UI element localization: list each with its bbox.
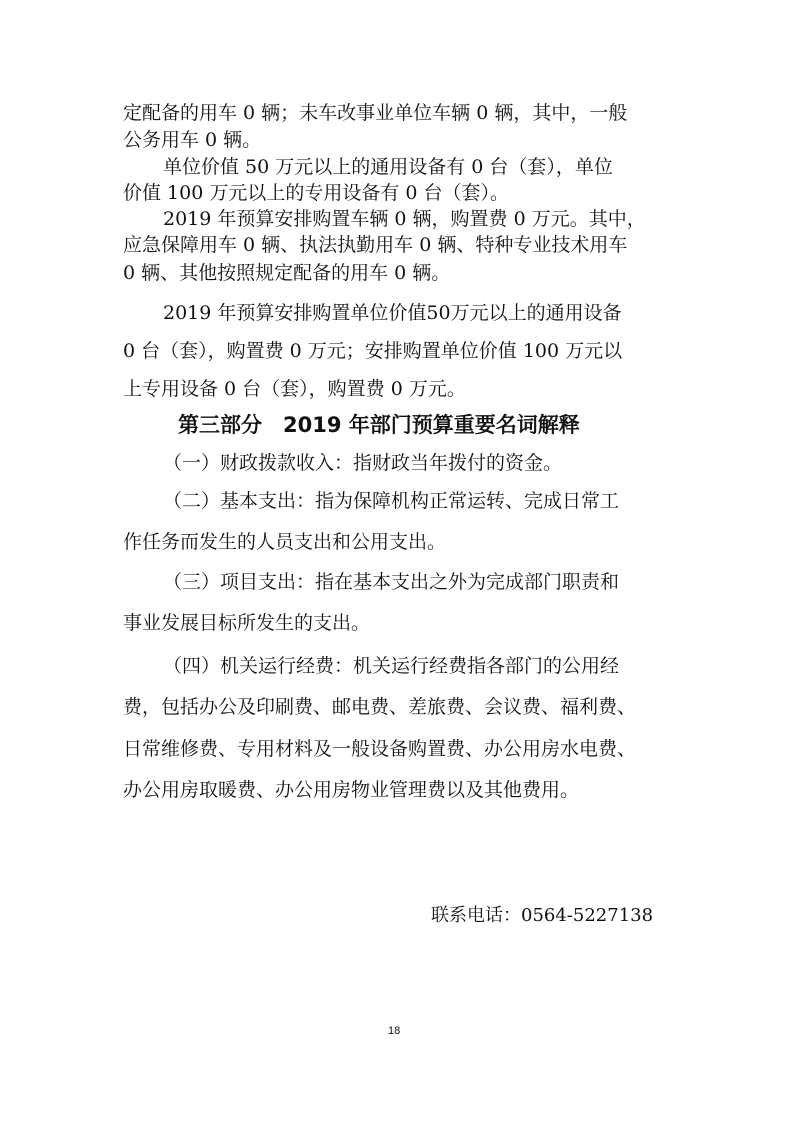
term-line: （一）财政拨款收入：指财政当年拨付的资金。: [163, 452, 563, 474]
body-line: 应急保障用车 0 辆、执法执勤用车 0 辆、特种专业技术用车: [123, 234, 628, 256]
term-line: 事业发展目标所发生的支出。: [123, 612, 371, 634]
body-line: 上专用设备 0 台（套），购置费 0 万元。: [123, 378, 466, 400]
body-line: 价值 100 万元以上的专用设备有 0 台（套）。: [123, 182, 510, 204]
body-line: 0 台（套），购置费 0 万元；安排购置单位价值 100 万元以: [123, 340, 623, 362]
term-line: 作任务而发生的人员支出和公用支出。: [123, 531, 447, 553]
term-line: 办公用房取暖费、办公用房物业管理费以及其他费用。: [123, 779, 580, 801]
page-number: 18: [388, 1025, 401, 1037]
term-line: （二）基本支出：指为保障机构正常运转、完成日常工: [163, 490, 620, 512]
body-line: 单位价值 50 万元以上的通用设备有 0 台（套），单位: [163, 156, 613, 178]
body-line: 2019 年预算安排购置单位价值50万元以上的通用设备: [163, 302, 622, 324]
term-line: 日常维修费、专用材料及一般设备购置费、办公用房水电费、: [123, 738, 637, 760]
body-line: 2019 年预算安排购置车辆 0 辆，购置费 0 万元。其中，: [163, 208, 646, 230]
body-line: 公务用车 0 辆。: [123, 129, 262, 151]
term-line: 费，包括办公及印刷费、邮电费、差旅费、会议费、福利费、: [123, 696, 637, 718]
section-heading: 第三部分 2019 年部门预算重要名词解释: [178, 413, 580, 437]
body-line: 定配备的用车 0 辆；未车改事业单位车辆 0 辆，其中，一般: [123, 102, 628, 124]
term-line: （四）机关运行经费：机关运行经费指各部门的公用经: [163, 655, 620, 677]
contact-phone: 联系电话：0564-5227138: [431, 905, 654, 926]
body-line: 0 辆、其他按照规定配备的用车 0 辆。: [123, 262, 451, 284]
term-line: （三）项目支出：指在基本支出之外为完成部门职责和: [163, 571, 620, 593]
